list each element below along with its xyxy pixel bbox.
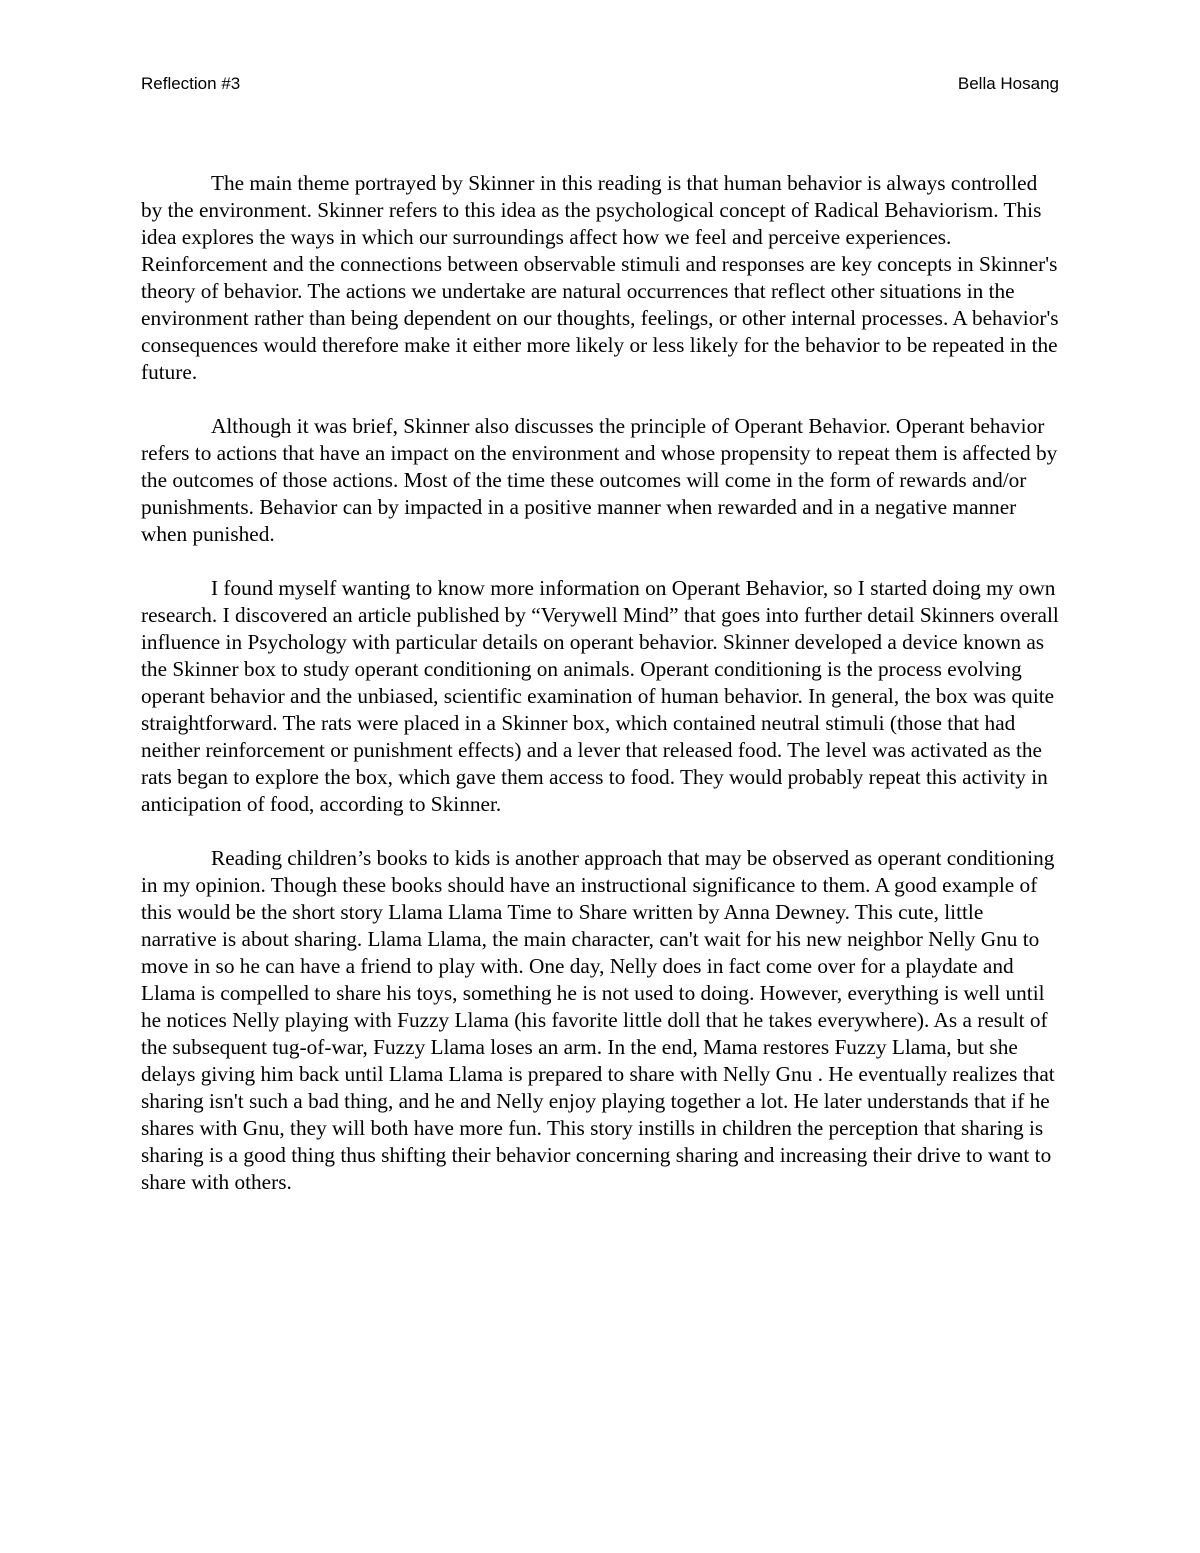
page-header [141,74,1059,98]
document-body [141,170,1059,1223]
document-title: Reflection #3 [141,74,241,93]
paragraph-1: The main theme portrayed by Skinner in this reading is that human behavior is always controlled by the environment. Skinner refers to this idea as the psychological concept of Radical Behaviorism. This idea explores the ways in which our surroundings affect how we feel and perceive experiences. Reinforcement and the connections between observable stimuli and responses are key concepts in Skinner's theory of behavior. The actions we undertake are natural occurrences that reflect other situations in the environment rather than being dependent on our thoughts, feelings, or other internal processes. A behavior's consequences would therefore make it either more likely or less likely for the behavior to be repeated in the future. [141,171,1059,384]
author-name: Bella Hosang [957,74,1059,93]
paragraph-3: I found myself wanting to know more information on Operant Behavior, so I started doing my own research. I discovered an article published by “Verywell Mind” that goes into further detail Skinners overall influence in Psychology with particular details on operant behavior. Skinner developed a device known as the Skinner box to study operant conditioning on animals. Operant conditioning is the process evolving operant behavior and the unbiased, scientific examination of human behavior. In general, the box was quite straightforward. The rats were placed in a Skinner box, which contained neutral stimuli (those that had neither reinforcement or punishment effects) and a lever that released food. The level was activated as the rats began to explore the box, which gave them access to food. They would probably repeat this activity in anticipation of food, according to Skinner. [141,576,1059,816]
paragraph-2: Although it was brief, Skinner also discusses the principle of Operant Behavior. Operant behavior refers to actions that have an impact on the environment and whose propensity to repeat them is affected by the outcomes of those actions. Most of the time these outcomes will come in the form of rewards and/or punishments. Behavior can by impacted in a positive manner when rewarded and in a negative manner when punished. [141,414,1058,546]
paragraph-4: Reading children’s books to kids is another approach that may be observed as operant conditioning in my opinion. Though these books should have an instructional significance to them. A good example of this would be the short story Llama Llama Time to Share written by Anna Dewney. This cute, little narrative is about sharing. Llama Llama, the main character, can't wait for his new neighbor Nelly Gnu to move in so he can have a friend to play with. One day, Nelly does in fact come over for a playdate and Llama is compelled to share his toys, something he is not used to doing. However, everything is well until he notices Nelly playing with Fuzzy Llama (his favorite little doll that he takes everywhere). As a result of the subsequent tug-of-war, Fuzzy Llama loses an arm. In the end, Mama restores Fuzzy Llama, but she delays giving him back until Llama Llama is prepared to share with Nelly Gnu . He eventually realizes that sharing isn't such a bad thing, and he and Nelly enjoy playing together a lot. He later understands that if he shares with Gnu, they will both have more fun. This story instills in children the perception that sharing is sharing is a good thing thus shifting their behavior concerning sharing and increasing their drive to want to share with others. [141,846,1055,1194]
